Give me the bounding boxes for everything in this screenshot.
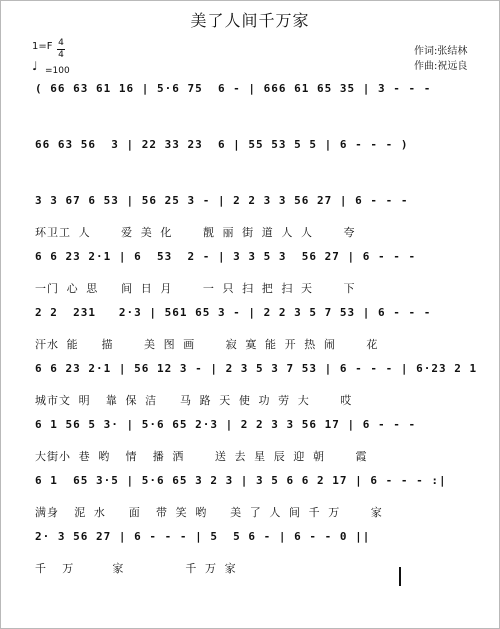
score-row-3: 3 3 67 6 53 | 56 25 3 - | 2 2 3 3 56 27 | 6 - - - <box>35 194 409 207</box>
score-row-6: 6 6 23 2·1 | 56 12 3 - | 2 3 5 3 7 53 | 6 - - - | 6·23 2 1 <box>35 362 478 375</box>
score-row-1: ( 66 63 61 16 | 5·6 75 6 - | 666 61 65 35 | 3 - - - <box>35 82 432 95</box>
credits <box>414 44 467 74</box>
time-signature-bottom: 4 <box>58 50 64 60</box>
score-row-5: 2 2 231 2·3 | 561 65 3 - | 2 2 3 5 7 53 | 6 - - - <box>35 306 432 319</box>
lyrics-row-6: 城市文 明 靠 保 洁 马 路 天 使 功 劳 大 哎 <box>35 394 353 407</box>
lyrics-row-5: 汗水 能 描 美 图 画 寂 寞 能 开 热 闹 花 <box>35 338 379 351</box>
score-row-8: 6 1 65 3·5 | 5·6 65 3 2 3 | 3 5 6 6 2 17 | 6 - - - :| <box>35 474 447 487</box>
score-row-2: 66 63 56 3 | 22 33 23 6 | 55 53 5 5 | 6 - - - ) <box>35 138 409 151</box>
key-label: 1=F <box>32 41 53 52</box>
song-title: 美了人间千万家 <box>190 11 310 30</box>
lyrics-row-3: 环卫工 人 爱 美 化 靓 丽 街 道 人 人 夸 <box>35 226 356 239</box>
score-row-9: 2· 3 56 27 | 6 - - - | 5 5 6 - | 6 - - 0 || <box>35 530 371 543</box>
final-barline <box>399 567 401 586</box>
tempo-label: =100 <box>45 66 70 76</box>
lyricist-credit: 作词:张结林 <box>414 46 468 57</box>
score-row-4: 6 6 23 2·1 | 6 53 2 - | 3 3 5 3 56 27 | 6 - - - <box>35 250 417 263</box>
time-signature <box>57 39 65 60</box>
score-row-7: 6 1 56 5 3· | 5·6 65 2·3 | 2 2 3 3 56 17 | 6 - - - <box>35 418 417 431</box>
lyrics-row-8: 满身 泥 水 面 带 笑 哟 美 了 人 间 千 万 家 <box>35 506 383 519</box>
lyrics-row-7: 大街小 巷 哟 情 播 洒 送 去 星 辰 迎 朝 霞 <box>35 450 368 463</box>
composer-credit: 作曲:祝远良 <box>414 61 468 72</box>
key-signature <box>32 41 53 53</box>
lyrics-row-4: 一门 心 思 间 日 月 一 只 扫 把 扫 天 下 <box>35 282 356 295</box>
lyrics-row-9: 千 万 家 千 万 家 <box>35 562 237 575</box>
time-signature-top: 4 <box>58 38 64 48</box>
quarter-note-icon: ♩ <box>32 59 38 73</box>
